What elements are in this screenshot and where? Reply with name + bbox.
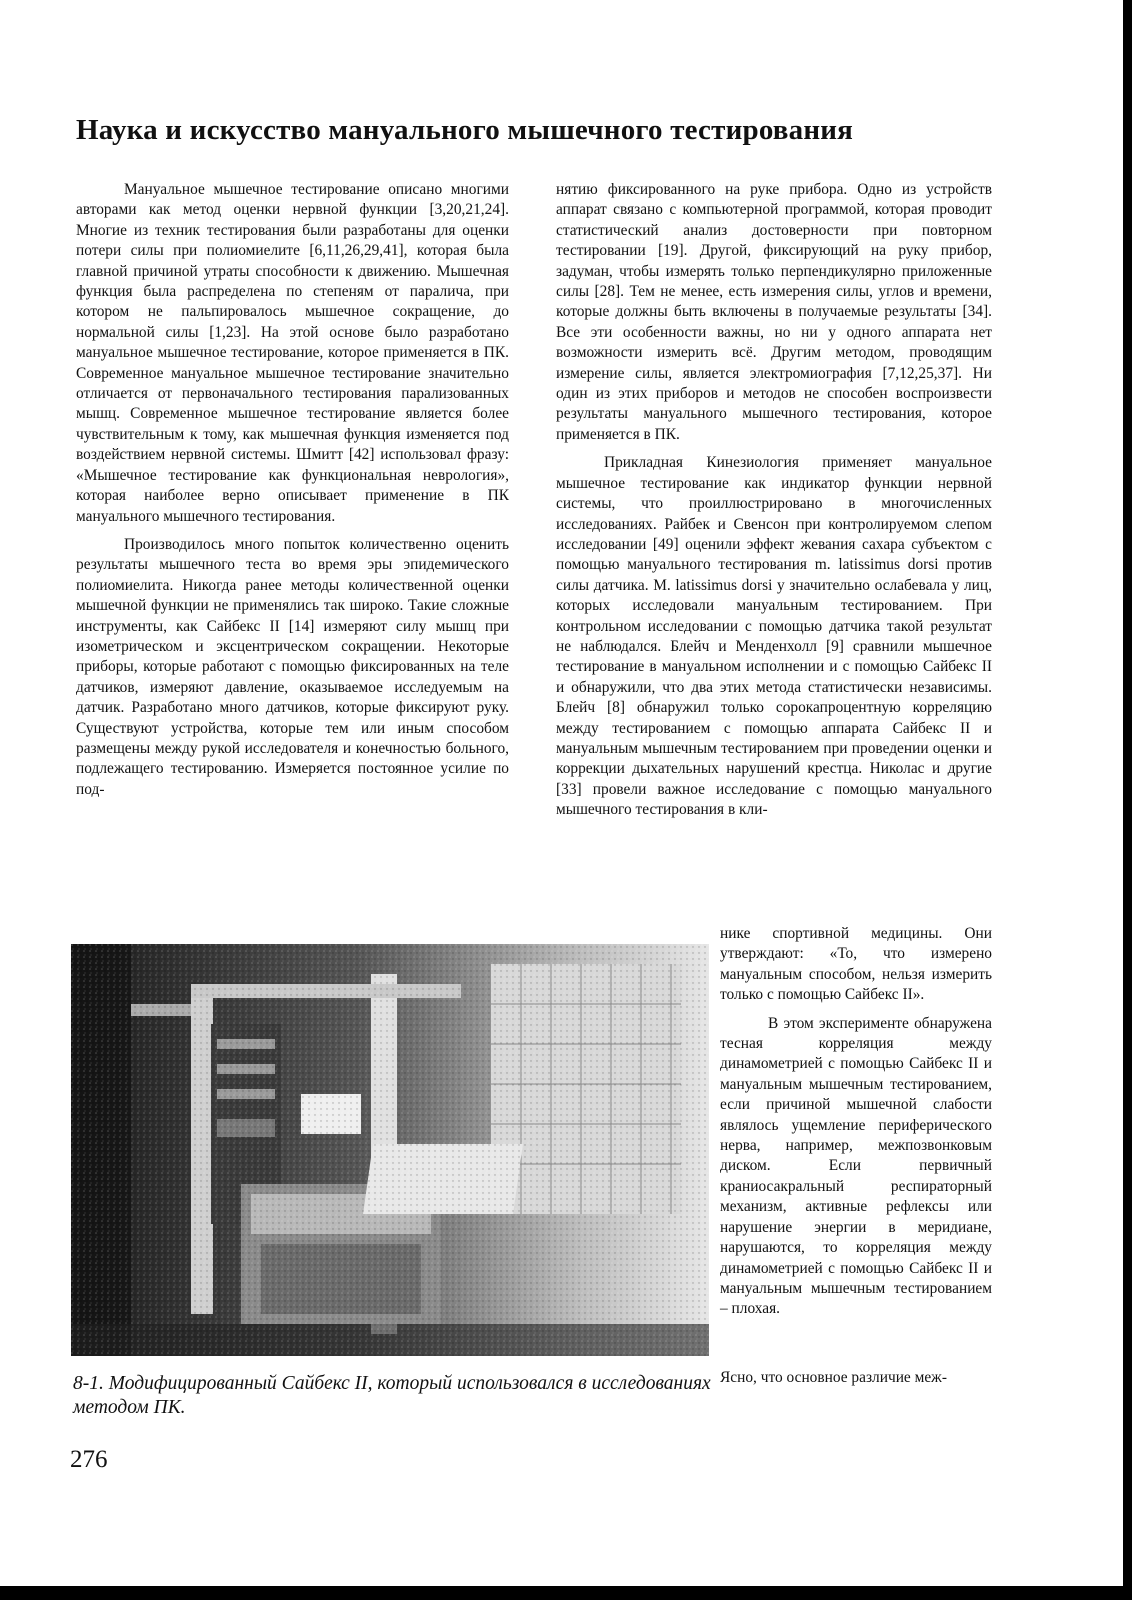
figure-caption: 8-1. Модифицированный Сайбекс II, который использовался в исследованиях методом ПК. (73, 1373, 711, 1418)
left-column (76, 180, 509, 808)
scan-border-right (1123, 0, 1132, 1600)
scan-border-bottom (0, 1586, 1132, 1600)
paragraph: Мануальное мышечное тестирование описано многими авторами как метод оценки нервной функции [3,20,21,24]. Многие из техник тестирования были разработаны для оценки потери силы при полиомиелите [6,11,26,29,41], которая была главной причиной утраты способности к движению. Мышечная функция была распределена по степеням от паралича, при котором не пальпировалось мышечное сокращение, до нормальной силы [1,23]. На этой основе было разработано мануальное мышечное тестирование, которое применяется в ПК. Современное мануальное мышечное тестирование значительно отличается от первоначального тестирования парализованных мышц. Современное мышечное тестирование является более чувствительным к тому, как мышечная функция изменяется под воздействием нервной системы. Шмитт [42] использовал фразу: «Мышечное тестирование как функциональная неврология», которая наиболее верно описывает применение в ПК мануального мышечного тестирования. (76, 181, 509, 525)
wrap-column-tail: Ясно, что основное различие меж- (720, 1369, 947, 1386)
paragraph: Производилось много попыток количественно оценить результаты мышечного теста во время эры эпидемического полиомиелита. Никогда ранее методы количественной оценки мышечной функции не применялись так широко. Такие сложные инструменты, как Сайбекс II [14] измеряют силу мышц при изометрическом и эксцентрическом сокращении. Некоторые приборы, которые работают с помощью фиксированных на теле датчиков, измеряют давление, оказываемое исследуемым на датчик. Разработано много датчиков, которые фиксируют руку. Существуют устройства, которые тем или иным способом размещены между рукой исследователя и конечностью больного, подлежащего тестированию. Измеряется постоянное усилие по под- (76, 535, 509, 798)
lab-equipment-photo (71, 944, 709, 1356)
paragraph: В этом эксперименте обнаружена тесная корреляция между динамометрией с помощью Сайбекс II и мануальным мышечным тестированием, если причиной мышечной слабости являлось ущемление периферического нерва, например, межпозвонковым диском. Если первичный краниосакральный респираторный механизм, активные рефлексы или нарушение энергии в меридиане, нарушаются, то корреляция между динамометрией с помощью Сайбекс II и мануальным мышечным тестированием – плохая. (720, 1014, 992, 1318)
page-title: Наука и искусство мануального мышечного тестирования (76, 114, 854, 146)
paragraph: нятию фиксированного на руке прибора. Одно из устройств аппарат связано с компьютерной программой, которая проводит статистический анализ достоверности при повторном тестировании [19]. Другой, фиксирующий на руку прибор, задуман, чтобы измерять только перпендикулярно приложенные силы [28]. Тем не менее, есть измерения силы, углов и времени, которые должны быть включены в получаемые результаты [34]. Все эти особенности важны, но ни у одного аппарата нет возможности измерить всё. Другим методом, проводящим измерение силы, является электромиография [7,12,25,37]. Ни один из этих приборов и методов не способен воспроизвести результаты мануального мышечного тестирования, которое применяется в ПК. (556, 181, 992, 443)
right-column (556, 180, 992, 829)
page-number: 276 (70, 1446, 108, 1473)
paragraph: нике спортивной медицины. Они утверждают: «То, что измерено мануальным способом, нельзя измерить только с помощью Сайбекс II». (720, 925, 992, 1004)
wrap-column (720, 924, 992, 1328)
paragraph: Прикладная Кинезиология применяет мануальное мышечное тестирование как индикатор функции нервной системы, что проиллюстрировано в многочисленных исследованиях. Райбек и Свенсон при контролируемом слепом исследовании [49] оценили эффект жевания сахара субъектом с помощью мануального тестирования m. latissimus dorsi против силы датчика. M. latissimus dorsi у значительно ослабевала у лиц, которых исследовали мануальным тестированием. При контрольном исследовании с помощью датчика такой результат не наблюдался. Блейч и Менденхолл [9] сравнили мышечное тестирование в мануальном исполнении и с помощью Сайбекс II и обнаружили, что два этих метода статистически независимы. Блейч [8] обнаружил только сорокапроцентную корреляцию между тестированием с помощью аппарата Сайбекс II и мануальным мышечным тестированием при проведении оценки и коррекции дыхательных нарушений крестца. Николас и другие [33] провели важное исследование с помощью мануального мышечного тестирования в кли- (556, 454, 992, 819)
figure-photo (71, 944, 709, 1356)
